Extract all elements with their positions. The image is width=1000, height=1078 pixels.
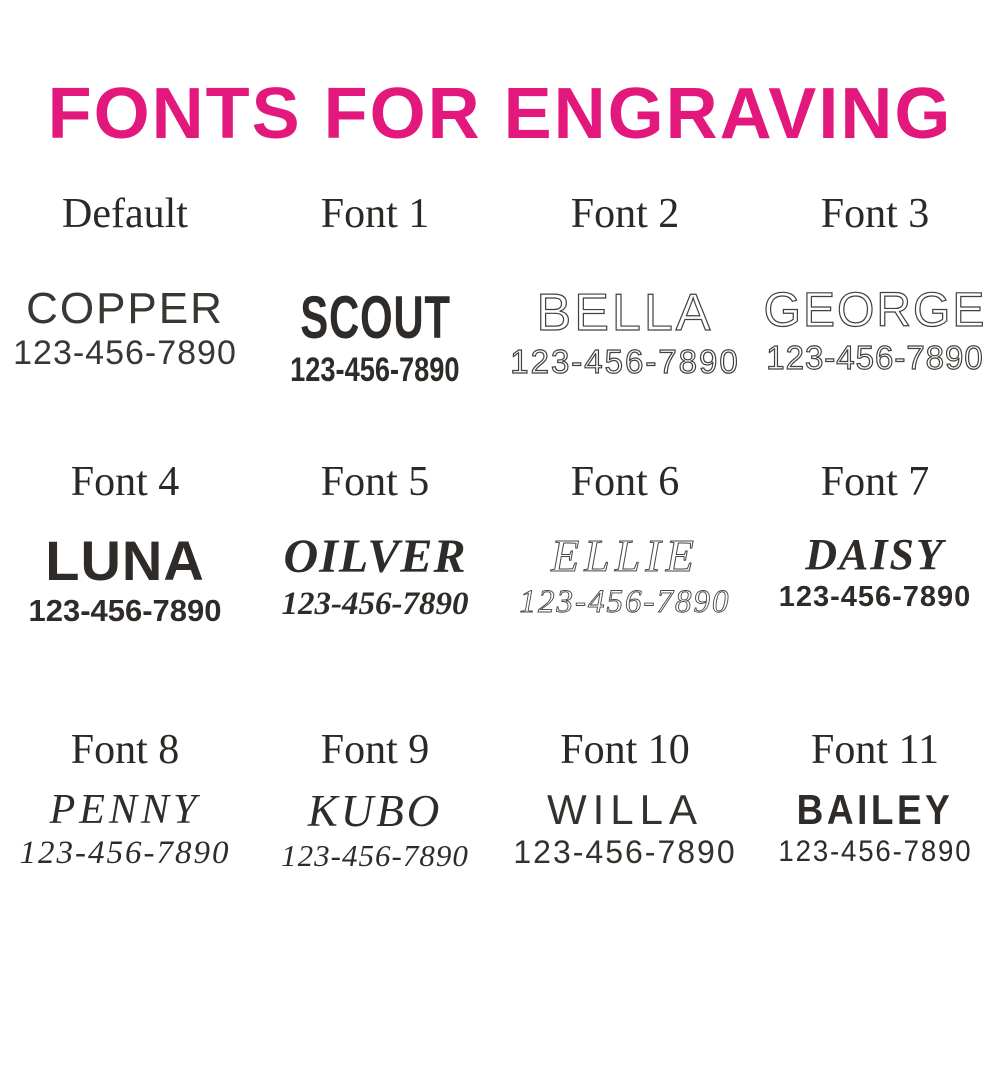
font-label: Font 7	[820, 459, 930, 505]
page-title: FONTS FOR ENGRAVING	[47, 74, 953, 154]
font-sample-numbers: 123-456-7890	[513, 834, 737, 871]
font-label: Font 2	[570, 191, 680, 237]
font-sample: SCOUT	[299, 284, 451, 352]
font-cell-4	[0, 458, 250, 726]
font-cell-3	[750, 190, 1000, 458]
font-sample: ELLIE	[551, 530, 699, 582]
font-cell-9	[250, 726, 500, 994]
font-label: Font 11	[811, 727, 939, 773]
font-label: Font 4	[70, 459, 180, 505]
font-sample: COPPER	[26, 284, 224, 334]
font-sample: BAILEY	[796, 786, 954, 834]
font-sample-numbers: 123-456-7890	[519, 583, 731, 620]
font-sample-numbers: 123-456-7890	[281, 585, 469, 622]
font-sample: KUBO	[307, 786, 443, 837]
font-label: Font 1	[320, 191, 430, 237]
font-label: Font 5	[320, 459, 430, 505]
font-sample-numbers: 123-456-7890	[778, 581, 972, 614]
font-cell-8	[0, 726, 250, 994]
font-sample: PENNY	[49, 787, 201, 834]
font-cell-6	[500, 458, 750, 726]
font-label: Font 6	[570, 459, 680, 505]
font-cell-10	[500, 726, 750, 994]
font-sample: WILLA	[546, 786, 704, 834]
font-sample-numbers: 123-456-7890	[778, 835, 972, 869]
font-sample-numbers: 123-456-7890	[13, 334, 237, 373]
font-sample-numbers: 123-456-7890	[28, 593, 222, 629]
font-sample-numbers: 123-456-7890	[281, 837, 469, 873]
fonts-for-engraving-sheet	[0, 74, 1000, 1078]
font-label: Font 3	[820, 191, 930, 237]
font-label: Default	[62, 191, 188, 237]
font-sample: LUNA	[45, 529, 205, 593]
font-cell-5	[250, 458, 500, 726]
font-sample-numbers: 123-456-7890	[290, 351, 460, 390]
font-sample-numbers: 123-456-7890	[766, 338, 984, 376]
font-sample: OILVER	[283, 530, 467, 584]
font-label: Font 10	[560, 727, 690, 773]
font-label: Font 9	[320, 727, 430, 773]
font-sample: DAISY	[805, 530, 945, 580]
font-sample: GEORGE	[763, 284, 987, 338]
font-cell-default	[0, 190, 250, 458]
font-label: Font 8	[70, 727, 180, 773]
font-cell-2	[500, 190, 750, 458]
font-cell-7	[750, 458, 1000, 726]
font-cell-1	[250, 190, 500, 458]
font-grid	[0, 190, 1000, 994]
font-sample-numbers: 123-456-7890	[19, 835, 231, 872]
font-sample-numbers: 123-456-7890	[510, 342, 740, 380]
font-cell-11	[750, 726, 1000, 994]
font-sample: BELLA	[536, 284, 714, 343]
